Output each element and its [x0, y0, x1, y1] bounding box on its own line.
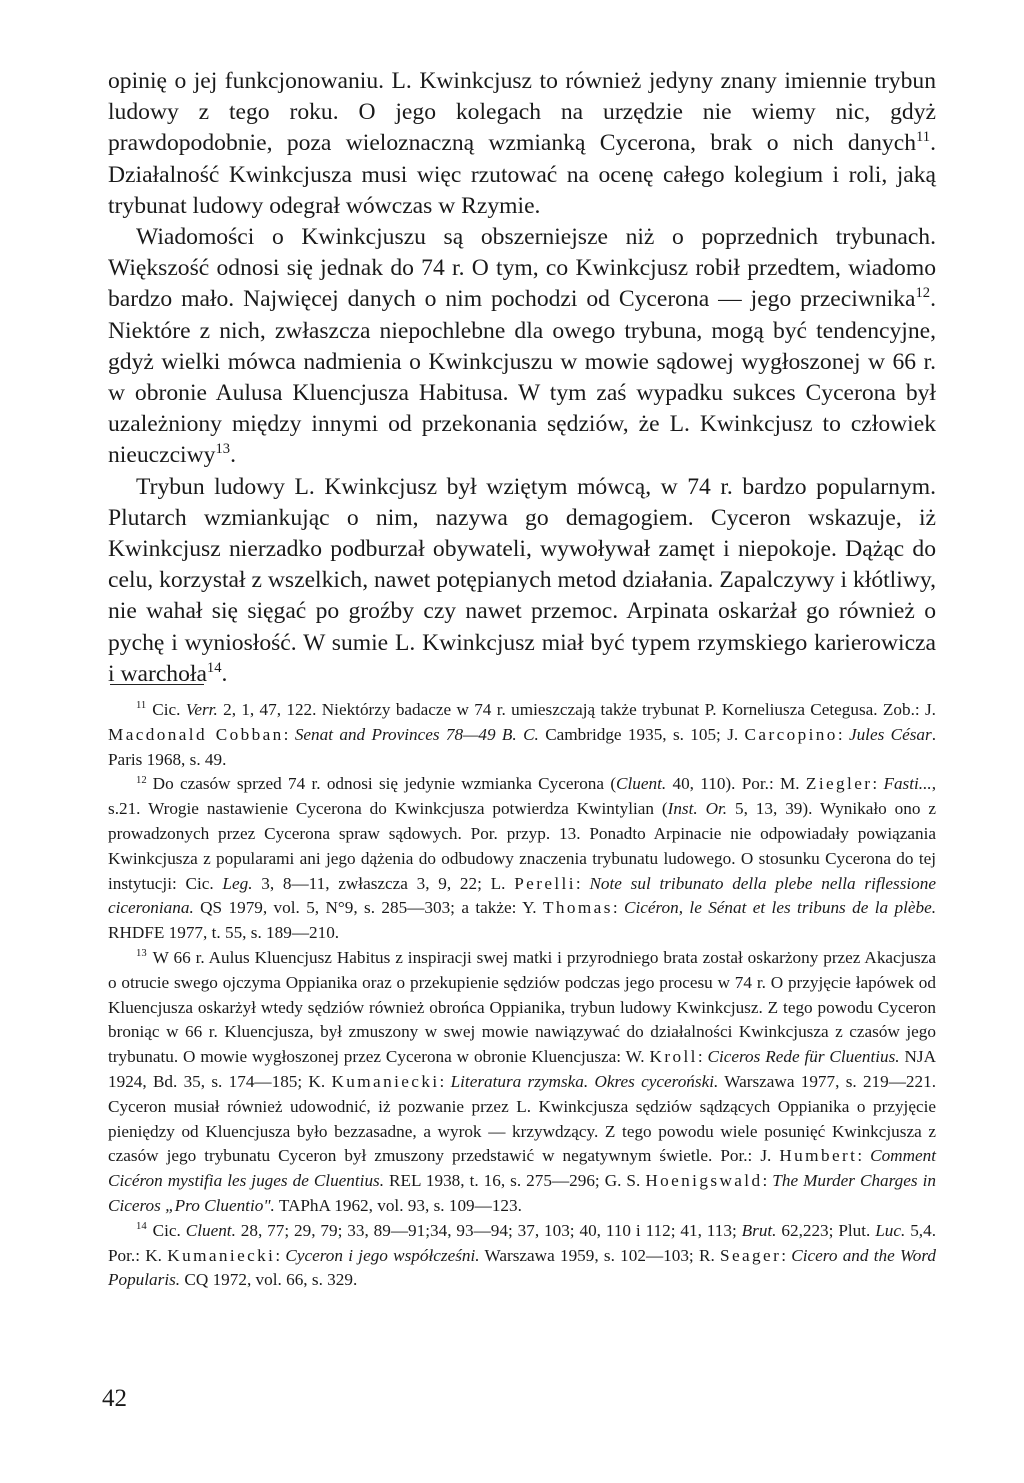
text-run: , s.21. Wrogie nastawienie Cycerona do Kwinkcjusza potwierdza Kwintylian ( [108, 774, 936, 819]
text-run: opinię o jej funkcjonowaniu. L. Kwinkcjusz to również jedyny znany imiennie trybun ludowy z tego roku. O jego kolegach na urzędzie nie wiemy nic, gdyż prawdopodobnie, poza wieloznaczną wzmianką Cycerona, brak o nich danych [108, 68, 936, 157]
author-name: Thomas [543, 898, 613, 918]
text-run: . Działalność Kwinkcjusza musi więc rzutować na ocenę całego kolegium i roli, jaką trybunat ludowy odegrał wówczas w Rzymie. [108, 130, 936, 219]
italic-title: Luc. [875, 1220, 906, 1240]
footnote-number: 14 [136, 1221, 147, 1232]
footnote-separator [110, 684, 204, 685]
text-run: TAPhA 1962, vol. 93, s. 109—123. [274, 1195, 522, 1215]
italic-title: Verr. [185, 700, 218, 719]
text-run: : [439, 1071, 451, 1091]
footnotes [108, 698, 936, 1293]
text-run: QS 1979, vol. 5, N°9, s. 285—303; a także: Y. [193, 898, 543, 918]
author-name: Hoenigswald [645, 1171, 763, 1191]
page-number: 42 [102, 1385, 127, 1412]
text-run: NJA 1924, Bd. 35, s. 174—185; K. [108, 1047, 937, 1091]
author-name: Carcopino [744, 724, 838, 744]
body-paragraph [108, 222, 936, 472]
text-run: 5, 13, 39). Wynikało ono z prowadzonych przez Cycerona spraw sądowych. Por. przyp. 13. Ponadto Arpinacie nie odpowiadały powiązania Kwinkcjusza z popularami ani jego dążenia do odbudowy znaczenia trybunatu ludowego. O stosunku Cycerona do tej instytucji: Cic. [108, 799, 936, 893]
text-run: : [872, 774, 884, 794]
text-run: W 66 r. Aulus Kluencjusz Habitus z inspiracji swej matki i przyrodniego brata został oskarżony przez Akacjusza o otrucie swego ojczyma Oppianika oraz o przekupienie sędziów podczas jego procesu w 74 r. O przyjęcie łapówek od Kluencjusza oskarżył wtedy sędziów również obrońca Oppianika, trybun ludowy Kwinkcjusz. Z tego powodu Cyceron broniąc w 66 r. Kluencjusza, był zmuszony w swej mowie nawiązywać do działalności Kwinkcjusza z czasów jego trybunatu. O mowie wygłoszonej przez Cycerona w obronie Kluencjusza: W. [108, 947, 936, 1067]
text-run: : [762, 1171, 773, 1191]
author-name: Macdonald Cobban [108, 724, 284, 744]
footnote-number: 13 [136, 948, 147, 960]
text-run: Cambridge 1935, s. 105; J. [538, 724, 745, 744]
italic-title: Fasti... [883, 774, 932, 794]
italic-title: Ciceros Rede für Cluentius. [707, 1047, 900, 1067]
italic-title: Jules César [848, 724, 932, 744]
text-run: . [230, 442, 236, 469]
text-run: . Paris 1968, s. 49. [108, 724, 936, 769]
italic-title: Brut. [741, 1220, 777, 1240]
text-run: : [612, 898, 624, 918]
italic-title: Inst. Or. [667, 799, 728, 819]
text-run: 40, 110). Por.: M. [666, 774, 806, 794]
text-run: 62,223; Plut. [776, 1220, 876, 1240]
footnote-ref: 11 [916, 129, 931, 146]
author-name: Ziegler [805, 774, 873, 794]
text-run: Wiadomości o Kwinkcjuszu są obszerniejsze niż o poprzednich trybunach. Większość odnosi się jednak do 74 r. O tym, co Kwinkcjusz robił przedtem, wiadomo bardzo mało. Najwięcej danych o nim pochodzi od Cycerona — jego przeciwnika [108, 224, 936, 313]
footnote [108, 698, 936, 772]
italic-title: Literatura rzymska. Okres cyceroński. [450, 1071, 719, 1091]
text-run: 3, 8—11, zwłaszcza 3, 9, 22; L. [252, 873, 515, 893]
italic-title: Senat and Provinces 78—49 B. C. [294, 724, 539, 744]
author-name: Kumaniecki [331, 1071, 440, 1091]
text-run: 5,4. Por.: K. [108, 1220, 936, 1265]
text-run: Warszawa 1977, s. 219—221. Cyceron musiał również udowodnić, iż pozwanie przez L. Kwinkcjusza sędziów sądzących Oppianika o przyjęcie pieniędzy od Kluencjusza było bezzasadne, a wyrok — krzywdzący. Z tego powodu wiele posunięć Kwinkcjusza z czasów jego trybunatu Cyceron był zmuszony przedstawić w negatywnym świetle. Por.: J. [108, 1071, 937, 1166]
text-run: CQ 1972, vol. 66, s. 329. [180, 1270, 358, 1290]
text-run: : [857, 1146, 871, 1166]
text-run: . [221, 660, 228, 687]
footnote [108, 946, 936, 1219]
footnote [108, 772, 936, 946]
footnote-ref: 12 [915, 285, 931, 302]
italic-title: Cluent. [616, 774, 667, 794]
footnote [108, 1219, 936, 1293]
text-run: Cic. [152, 700, 186, 719]
italic-title: Cluent. [185, 1220, 236, 1240]
author-name: Kumaniecki [167, 1245, 276, 1265]
italic-title: The Murder Charges in Ciceros „Pro Cluentio". [108, 1171, 936, 1215]
author-name: Seager [720, 1245, 782, 1265]
italic-title: Cyceron i jego współcześni. [285, 1245, 480, 1265]
text-run: Cic. [152, 1220, 186, 1240]
text-run: : [837, 724, 849, 744]
footnote-number: 12 [136, 774, 147, 786]
text-run: Warszawa 1959, s. 102—103; R. [479, 1245, 721, 1265]
author-name: Kroll [649, 1047, 698, 1067]
italic-title: Comment Cicéron mystifia les juges de Cluentius. [108, 1146, 936, 1191]
body-paragraph [108, 66, 936, 222]
italic-title: Leg. [222, 873, 253, 893]
text-run: REL 1938, t. 16, s. 275—296; G. S. [384, 1171, 646, 1191]
text-run: : [283, 724, 295, 744]
italic-title: Cicéron, le Sénat et les tribuns de la plèbe. [624, 898, 937, 918]
author-name: Perelli [514, 873, 576, 893]
text-run: : [275, 1245, 286, 1265]
italic-title: Cicero and the Word Popularis. [108, 1245, 936, 1290]
text-run: : [697, 1047, 708, 1067]
text-run: . Niektóre z nich, zwłaszcza niepochlebne dla owego trybuna, mogą być tendencyjne, gdyż wielki mówca nadmienia o Kwinkcjuszu w mowie sądowej wygłoszonej w 66 r. w obronie Aulusa Kluencjusza Habitusa. W tym zaś wypadku sukces Cycerona był uzależniony między innymi od przekonania sędziów, że L. Kwinkcjusz to człowiek nieuczciwy [108, 286, 936, 469]
text-run: : [781, 1245, 792, 1265]
text-run: Do czasów sprzed 74 r. odnosi się jedynie wzmianka Cycerona ( [152, 774, 617, 794]
text-run: 28, 77; 29, 79; 33, 89—91;34, 93—94; 37, 103; 40, 110 i 112; 41, 113; [235, 1220, 742, 1240]
footnote-number: 11 [136, 700, 147, 712]
text-run: Trybun ludowy L. Kwinkcjusz był wziętym mówcą, w 74 r. bardzo popularnym. Plutarch wzmiankując o nim, nazywa go demagogiem. Cyceron wskazuje, iż Kwinkcjusz nierzadko podburzał obywateli, wywoływał zamęt i niepokoje. Dążąc do celu, korzystał z wszelkich, nawet potępianych metod działania. Zapalczywy i kłótliwy, nie wahał się sięgać po groźby czy nawet przemoc. Arpinata oskarżał go również o pychę i wyniosłość. W sumie L. Kwinkcjusz miał być typem rzymskiego karierowicza i warchoła [108, 473, 936, 687]
italic-title: Note sul tribunato della plebe nella riflessione ciceroniana. [108, 873, 936, 918]
text-run: RHDFE 1977, t. 55, s. 189—210. [108, 923, 340, 943]
footnote-ref: 14 [206, 660, 222, 676]
text-run: 2, 1, 47, 122. Niektórzy badacze w 74 r. umieszczają także trybunat P. Korneliusza Cetegusa. Zob.: J. [217, 700, 936, 719]
text-run: : [575, 873, 590, 893]
author-name: Humbert [779, 1146, 858, 1166]
main-text [108, 66, 936, 690]
footnote-ref: 13 [215, 441, 231, 458]
body-paragraph [108, 472, 936, 690]
